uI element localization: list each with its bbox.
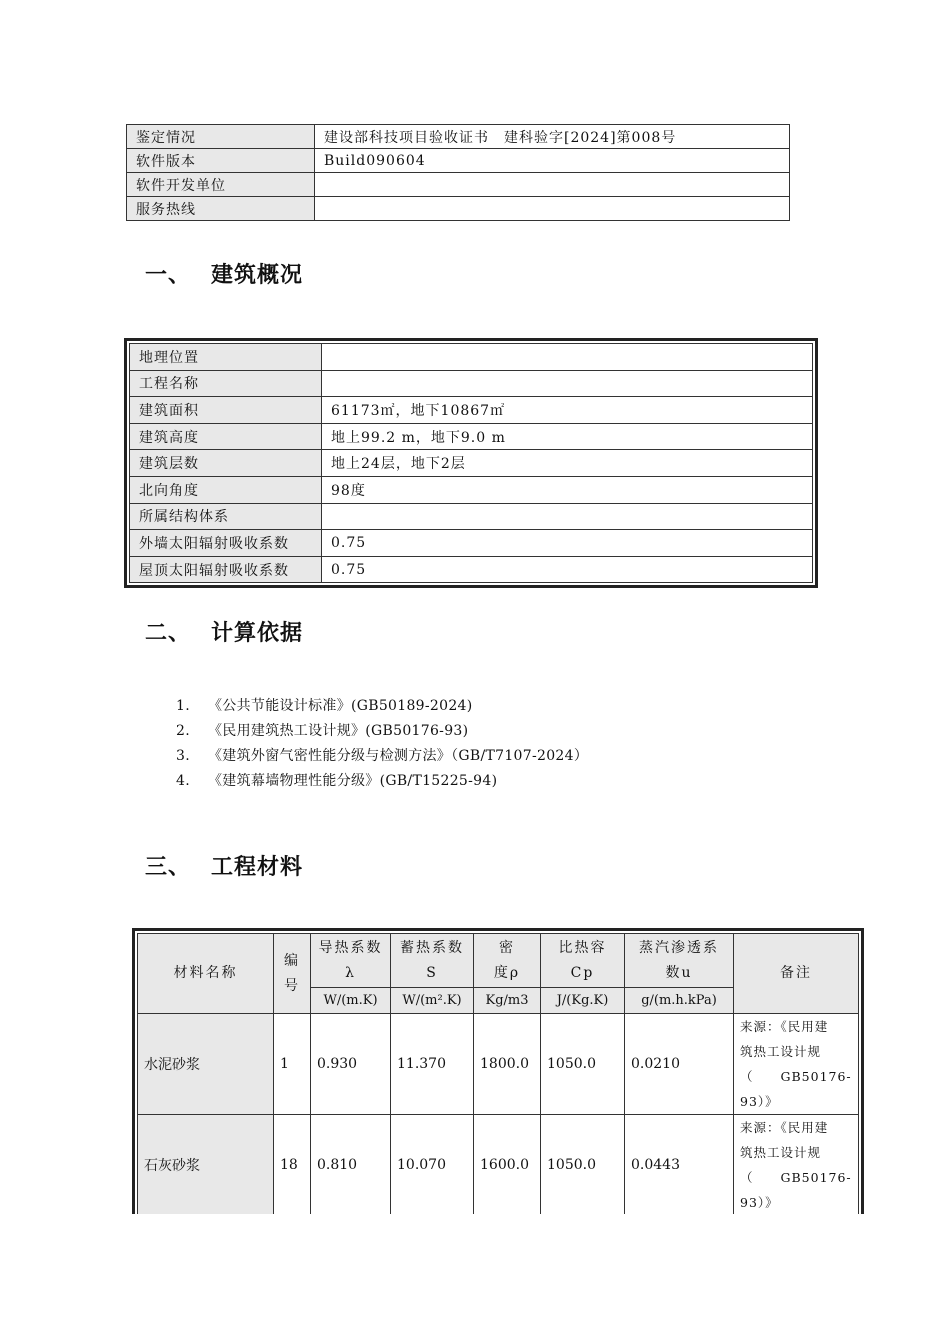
material-name: 水泥砂浆 [138,1014,274,1115]
material-vapor: 0.0210 [625,1014,734,1115]
unit-conductivity: W/(m.K) [311,988,391,1014]
note-line: 93）》 [740,1195,779,1210]
reference-list [176,694,588,794]
row-value [322,344,813,371]
section-number: 二、 [145,621,192,646]
list-number: 2. [176,723,190,739]
row-value: 地上99.2 m，地下9.0 m [322,423,813,450]
row-label: 屋顶太阳辐射吸收系数 [130,556,322,583]
table-row [130,503,813,530]
material-specific-heat: 1050.0 [541,1115,625,1215]
unit-vapor: g/(m.h.kPa) [625,988,734,1014]
material-storage: 10.070 [391,1115,474,1215]
building-table-frame [124,338,818,588]
table-row [127,149,790,173]
reference-text: 《民用建筑热工设计规》(GB50176-93) [208,723,469,739]
list-number: 3. [176,748,190,764]
section-heading-building [145,258,303,289]
material-code: 1 [274,1014,311,1115]
row-label: 工程名称 [130,370,322,397]
table-row [138,1014,859,1115]
unit-specific-heat: J/(Kg.K) [541,988,625,1014]
unit-storage: W/(m².K) [391,988,474,1014]
table-row [130,530,813,557]
row-value: 98度 [322,476,813,503]
section-heading-basis [145,616,303,647]
table-row [130,344,813,371]
table-row [127,125,790,149]
row-label: 地理位置 [130,344,322,371]
row-label: 鉴定情况 [127,125,315,149]
table-row [130,423,813,450]
row-label: 建筑高度 [130,423,322,450]
table-row [127,197,790,221]
row-label: 服务热线 [127,197,315,221]
row-label: 北向角度 [130,476,322,503]
header-code: 编号 [274,934,311,1014]
header-density: 密度ρ [474,934,541,988]
row-value: 0.75 [322,556,813,583]
table-row [130,370,813,397]
row-value [315,197,790,221]
material-density: 1600.0 [474,1115,541,1215]
material-name: 石灰砂浆 [138,1115,274,1215]
material-code: 18 [274,1115,311,1215]
row-value: 0.75 [322,530,813,557]
material-storage: 11.370 [391,1014,474,1115]
row-label: 软件版本 [127,149,315,173]
header-row [138,934,859,988]
note-line: （ GB50176- [740,1170,852,1185]
section-heading-materials [145,850,303,881]
row-value: 建设部科技项目验收证书 建科验字[2024]第008号 [315,125,790,149]
row-value [322,503,813,530]
row-label: 建筑层数 [130,450,322,477]
header-vapor: 蒸汽渗透系数u [625,934,734,988]
materials-table [137,933,859,1214]
material-specific-heat: 1050.0 [541,1014,625,1115]
material-density: 1800.0 [474,1014,541,1115]
row-value [322,370,813,397]
note-line: （ GB50176- [740,1069,852,1084]
note-line: 筑热工设计规 [740,1044,822,1059]
header-material-name: 材料名称 [138,934,274,1014]
row-label: 软件开发单位 [127,173,315,197]
list-item [176,719,588,744]
header-conductivity: 导热系数λ [311,934,391,988]
list-number: 1. [176,698,190,714]
note-line: 93）》 [740,1094,779,1109]
header-storage: 蓄热系数S [391,934,474,988]
reference-text: 《建筑幕墙物理性能分级》(GB/T15225-94) [208,773,498,789]
list-item [176,694,588,719]
material-vapor: 0.0443 [625,1115,734,1215]
header-specific-heat: 比热容Cp [541,934,625,988]
table-row [130,476,813,503]
row-label: 建筑面积 [130,397,322,424]
note-line: 来源：《民用建 [740,1019,829,1034]
row-label: 外墙太阳辐射吸收系数 [130,530,322,557]
table-row [138,1115,859,1215]
list-number: 4. [176,773,190,789]
section-number: 三、 [145,855,192,880]
row-label: 所属结构体系 [130,503,322,530]
row-value: 地上24层，地下2层 [322,450,813,477]
material-conductivity: 0.930 [311,1014,391,1115]
section-number: 一、 [145,263,192,288]
table-row [130,397,813,424]
reference-text: 《建筑外窗气密性能分级与检测方法》（GB/T7107-2024） [208,748,589,764]
table-row [127,173,790,197]
building-overview-table [129,343,813,583]
note-line: 筑热工设计规 [740,1145,822,1160]
note-line: 来源：《民用建 [740,1120,829,1135]
unit-density: Kg/m3 [474,988,541,1014]
row-value: Build090604 [315,149,790,173]
list-item [176,744,588,769]
row-value: 61173㎡，地下10867㎡ [322,397,813,424]
section-title: 工程材料 [211,855,304,880]
material-note [734,1115,859,1215]
software-info-table [126,124,790,221]
materials-table-frame [132,928,864,1214]
header-note: 备注 [734,934,859,1014]
table-row [130,450,813,477]
material-note [734,1014,859,1115]
list-item [176,769,588,794]
material-conductivity: 0.810 [311,1115,391,1215]
section-title: 建筑概况 [211,263,304,288]
row-value [315,173,790,197]
table-row [130,556,813,583]
section-title: 计算依据 [211,621,304,646]
reference-text: 《公共节能设计标准》(GB50189-2024) [208,698,473,714]
